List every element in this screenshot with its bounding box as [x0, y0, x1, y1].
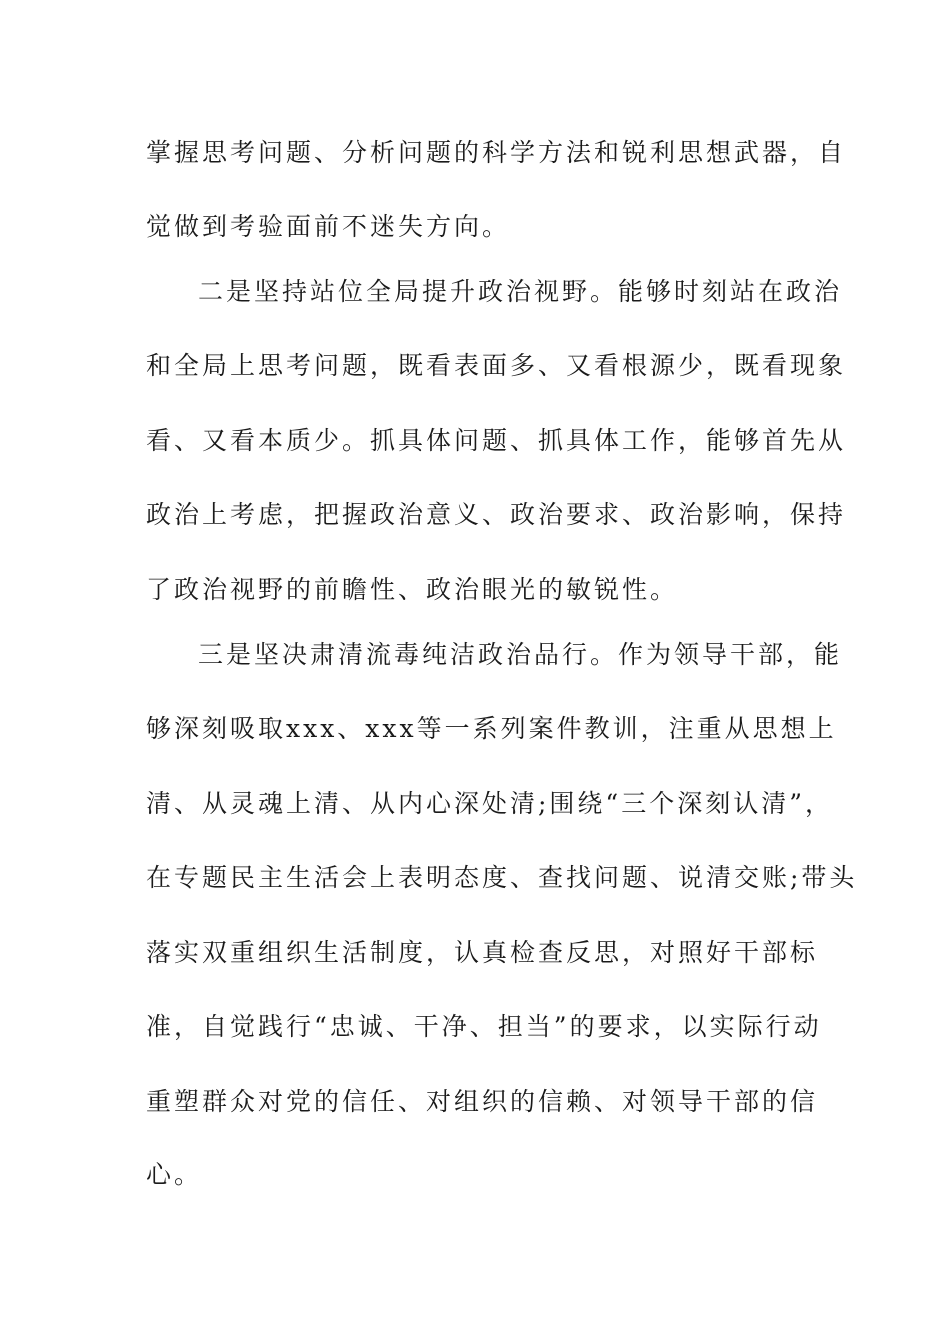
text-line: 够深刻吸取xxx、xxx等一系列案件教训，注重从思想上: [146, 714, 837, 743]
text-line: 政治上考虑，把握政治意义、政治要求、政治影响，保持: [146, 500, 847, 529]
text-line: 和全局上思考问题，既看表面多、又看根源少，既看现象: [146, 351, 847, 380]
text-line: 清、从灵魂上清、从内心深处清;围绕“三个深刻认清”，: [146, 789, 833, 818]
text-line: 在专题民主生活会上表明态度、查找问题、说清交账;带头: [146, 863, 858, 892]
text-line: 了政治视野的前瞻性、政治眼光的敏锐性。: [146, 575, 679, 604]
text-line: 心。: [146, 1160, 203, 1189]
text-line: 准，自觉践行“忠诚、干净、担当”的要求，以实际行动: [146, 1012, 822, 1041]
paragraph-start-line: 三是坚决肃清流毒纯洁政治品行。作为领导干部，能: [198, 640, 843, 669]
text-line: 掌握思考问题、分析问题的科学方法和锐利思想武器，自: [146, 138, 847, 167]
text-line: 觉做到考验面前不迷失方向。: [146, 212, 511, 241]
paragraph-start-line: 二是坚持站位全局提升政治视野。能够时刻站在政治: [198, 277, 843, 306]
text-line: 看、又看本质少。抓具体问题、抓具体工作，能够首先从: [146, 426, 847, 455]
text-line: 落实双重组织生活制度，认真检查反思，对照好干部标: [146, 938, 819, 967]
text-line: 重塑群众对党的信任、对组织的信赖、对领导干部的信: [146, 1087, 819, 1116]
